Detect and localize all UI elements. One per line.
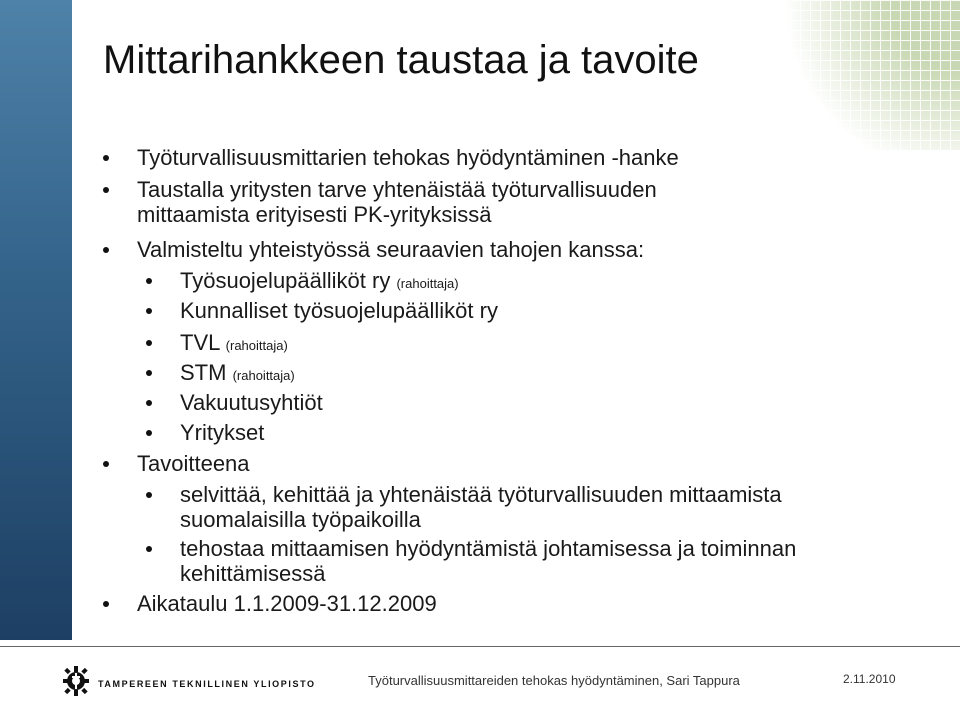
bullet-dot-icon [146,278,152,284]
sub-bullet-item [180,360,900,388]
slide-title: Mittarihankkeen taustaa ja tavoite [103,38,699,82]
bullet-dot-icon [103,461,109,467]
bullet-dot-icon [103,247,109,253]
footer-divider [0,646,960,647]
university-logo [60,663,316,703]
bullet-dot-icon [103,187,109,193]
sub-bullet-item [180,298,900,323]
bullet-dot-icon [146,492,152,498]
sub-bullet-item [180,330,900,358]
gear-emblem-icon [60,663,92,699]
bullet-text: selvittää, kehittää ja yhtenäistää työturvallisuuden mittaamista [180,482,782,507]
footer-date: 2.11.2010 [843,672,896,686]
bullet-text: Aikataulu 1.1.2009-31.12.2009 [137,591,437,616]
sub-bullet-item [180,482,900,532]
bullet-dot-icon [103,601,109,607]
logo-text: TAMPEREEN TEKNILLINEN YLIOPISTO [98,679,316,689]
sub-bullet-item [180,420,900,445]
sub-bullet-item [180,536,900,586]
bullet-text: Työturvallisuusmittarien tehokas hyödyntäminen -hanke [137,145,679,170]
bullet-item [137,591,897,616]
bullet-dot-icon [146,546,152,552]
bullet-note: (rahoittaja) [396,276,459,291]
bullet-dot-icon [146,370,152,376]
bullet-item [137,145,897,170]
bullet-text: STM [180,360,227,385]
bullet-text: kehittämisessä [180,561,326,586]
footer-caption: Työturvallisuusmittareiden tehokas hyödyntäminen, Sari Tappura [368,673,740,688]
bullet-item [137,237,897,262]
bullet-dot-icon [146,308,152,314]
bullet-dot-icon [146,430,152,436]
left-decorative-bar [0,0,72,640]
bullet-text: Taustalla yritysten tarve yhtenäistää työturvallisuuden [137,177,657,202]
bullet-text: mittaamista erityisesti PK-yrityksissä [137,202,492,227]
bullet-note: (rahoittaja) [232,368,295,383]
bullet-text: Valmisteltu yhteistyössä seuraavien tahojen kanssa: [137,237,645,262]
bullet-text: tehostaa mittaamisen hyödyntämistä johtamisessa ja toiminnan [180,536,797,561]
bullet-note: (rahoittaja) [225,338,288,353]
bullet-text: Yritykset [180,420,265,445]
bullet-dot-icon [146,340,152,346]
sub-bullet-item [180,268,900,296]
bullet-text: Tavoitteena [137,451,250,476]
bullet-text: Kunnalliset työsuojelupäälliköt ry [180,298,498,323]
bullet-dot-icon [146,400,152,406]
bullet-dot-icon [103,155,109,161]
bullet-text: TVL [180,330,220,355]
bullet-text: Työsuojelupäälliköt ry [180,268,391,293]
bullet-item [137,451,897,476]
sub-bullet-item [180,390,900,415]
bullet-item [137,177,897,227]
bullet-text: Vakuutusyhtiöt [180,390,323,415]
corner-grid-decoration [780,0,960,150]
bullet-text: suomalaisilla työpaikoilla [180,507,421,532]
